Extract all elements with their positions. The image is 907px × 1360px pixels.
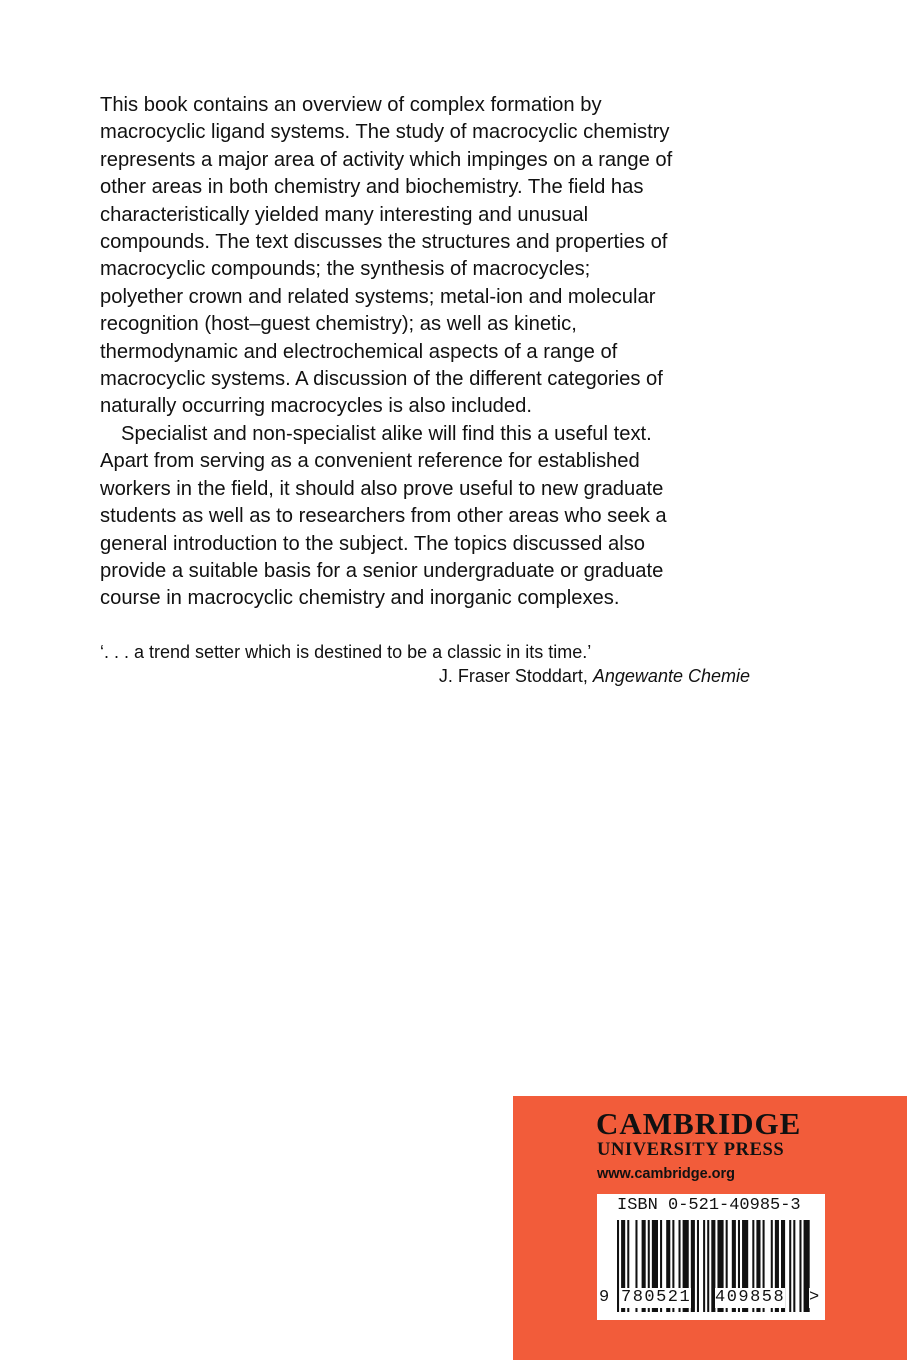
publisher-name: CAMBRIDGE	[596, 1106, 802, 1141]
quote-author: J. Fraser Stoddart,	[438, 666, 593, 686]
publisher-url: www.cambridge.org	[597, 1166, 736, 1182]
blurb-line: students as well as to researchers from other areas who seek a	[100, 505, 667, 528]
back-cover-blurb	[100, 92, 760, 613]
blurb-line: general introduction to the subject. The topics discussed also	[100, 532, 646, 555]
publisher-panel	[513, 1096, 907, 1360]
blurb-line: naturally occurring macrocycles is also included.	[100, 395, 532, 418]
quote-source: Angewante Chemie	[592, 666, 750, 686]
isbn-barcode	[597, 1194, 825, 1320]
barcode-quiet-mark: >	[809, 1288, 820, 1307]
quote-attribution	[100, 664, 750, 688]
blurb-line: macrocyclic systems. A discussion of the different categories of	[100, 368, 663, 391]
blurb-line: thermodynamic and electrochemical aspects of a range of	[100, 340, 618, 363]
publisher-subtitle: UNIVERSITY PRESS	[597, 1140, 785, 1160]
barcode-right-digits: 409858	[715, 1288, 786, 1307]
blurb-line: represents a major area of activity which impinges on a range of	[100, 148, 673, 171]
blurb-line: Apart from serving as a convenient reference for established	[100, 450, 640, 473]
blurb-line: macrocyclic ligand systems. The study of macrocyclic chemistry	[100, 121, 670, 144]
blurb-line: This book contains an overview of complex formation by	[100, 94, 602, 116]
blurb-line: course in macrocyclic chemistry and inorganic complexes.	[100, 587, 620, 610]
blurb-line: other areas in both chemistry and biochemistry. The field has	[100, 176, 644, 199]
blurb-line: macrocyclic compounds; the synthesis of macrocycles;	[100, 258, 591, 281]
quote-text: ‘. . . a trend setter which is destined to be a classic in its time.’	[100, 642, 592, 662]
barcode-lead-digit: 9	[599, 1288, 610, 1307]
blurb-line: characteristically yielded many interesting and unusual	[100, 203, 589, 226]
blurb-line: polyether crown and related systems; metal-ion and molecular	[100, 285, 656, 308]
review-quote	[100, 640, 750, 688]
blurb-line: compounds. The text discusses the structures and properties of	[100, 231, 668, 254]
blurb-line: workers in the field, it should also prove useful to new graduate	[100, 477, 664, 500]
blurb-line: provide a suitable basis for a senior undergraduate or graduate	[100, 559, 664, 582]
isbn-label: ISBN 0-521-40985-3	[617, 1196, 801, 1215]
blurb-line: recognition (host–guest chemistry); as well as kinetic,	[100, 313, 577, 336]
blurb-line: Specialist and non-specialist alike will find this a useful text.	[121, 422, 652, 445]
barcode-left-digits: 780521	[621, 1288, 692, 1307]
